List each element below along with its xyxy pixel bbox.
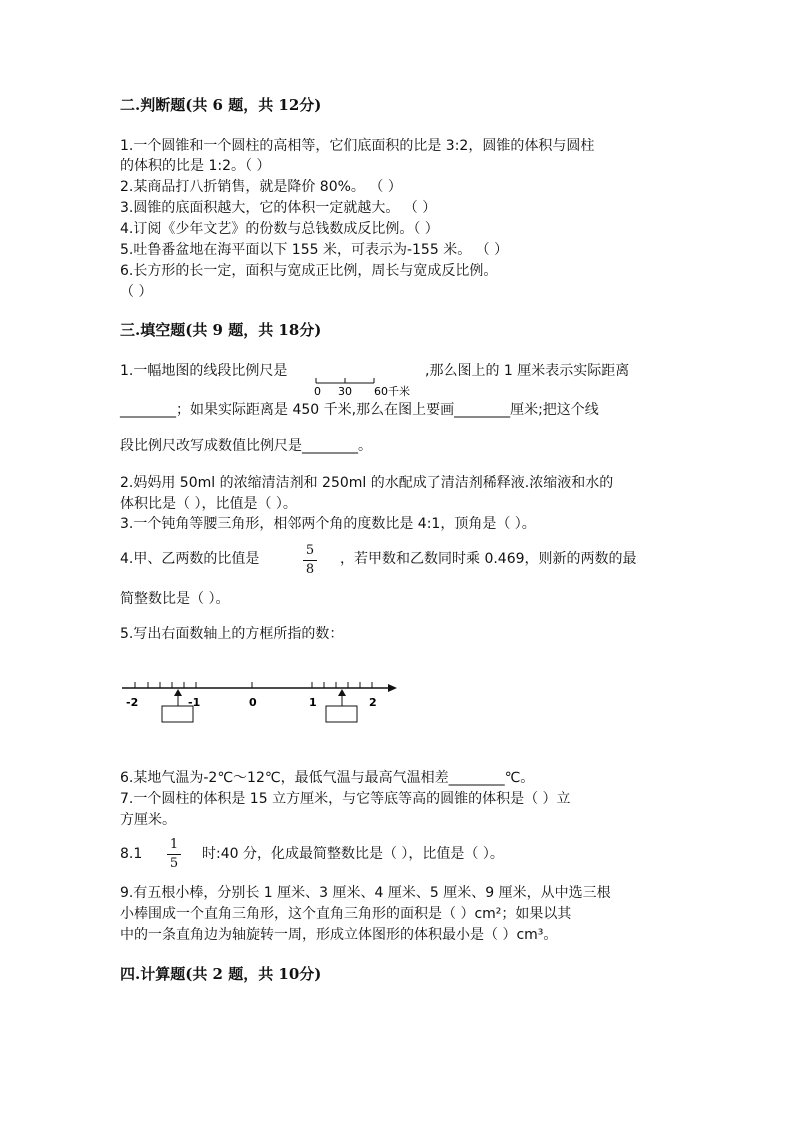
fill-q1-text-b: ,那么图上的 1 厘米表示实际距离: [425, 363, 630, 379]
fill-q1-text-a: 1.一幅地图的线段比例尺是: [120, 363, 288, 379]
scale-label-30: 30: [338, 385, 352, 398]
fraction-numerator: 1: [169, 837, 179, 852]
fill-q6: 6.某地气温为-2℃～12℃，最低气温与最高气温相差________℃。: [120, 770, 535, 786]
judgment-line-1: 1.一个圆锥和一个圆柱的高相等，它们底面积的比是 3:2，圆锥的体积与圆柱: [120, 138, 595, 154]
judgment-line-8: （ ）: [120, 284, 153, 300]
judgment-line-4: 3.圆锥的底面积越大，它的体积一定就越大。 （ ）: [120, 200, 437, 216]
fill-q4-text-b: ，若甲数和乙数同时乘 0.469，则新的两数的最: [340, 551, 637, 567]
judgment-line-7: 6.长方形的长一定，面积与宽成正比例，周长与宽成反比例。: [120, 263, 498, 279]
fill-q9-line-2: 小棒围成一个直角三角形，这个直角三角形的面积是（ ）cm²；如果以其: [120, 906, 572, 922]
fraction-one-fifth: [166, 838, 182, 871]
axis-label-2: 2: [369, 696, 377, 709]
judgment-line-2: 的体积的比是 1:2。（ ）: [120, 158, 271, 174]
judgment-line-3: 2.某商品打八折销售，就是降价 80%。 （ ）: [120, 179, 402, 195]
fill-q9-line-1: 9.有五根小棒，分别长 1 厘米、3 厘米、4 厘米、5 厘米、9 厘米，从中选三根: [120, 885, 611, 901]
fraction-numerator: 5: [305, 543, 315, 558]
fill-q9-line-3: 中的一条直角边为轴旋转一周，形成立体图形的体积最小是（ ）cm³。: [120, 927, 558, 943]
axis-label-0: 0: [249, 696, 257, 709]
axis-label-1: 1: [309, 696, 317, 709]
fill-q8-text-b: 时:40 分，化成最简整数比是（ ），比值是（ ）。: [202, 846, 504, 862]
fill-q3: 3.一个钝角等腰三角形，相邻两个角的度数比是 4:1，顶角是（ ）。: [120, 516, 536, 532]
fill-q8-text-a: 8.1: [120, 846, 143, 862]
line-segment-scale: [312, 376, 422, 398]
fraction-denominator: 5: [169, 856, 179, 871]
axis-label-neg1: -1: [188, 696, 201, 709]
axis-label-neg2: -2: [126, 696, 139, 709]
fill-q1-line-2: ________；如果实际距离是 450 千米,那么在图上要画________厘米;把这个线: [120, 402, 599, 418]
section-heading-judgment: 二.判断题(共 6 题，共 12分): [120, 96, 322, 114]
section-heading-calc: 四.计算题(共 2 题，共 10分): [120, 965, 322, 983]
judgment-line-5: 4.订阅《少年文艺》的份数与总钱数成反比例。（ ）: [120, 221, 439, 237]
fill-q2-line-1: 2.妈妈用 50ml 的浓缩清洁剂和 250ml 的水配成了清洁剂稀释液.浓缩液和水的: [120, 475, 614, 491]
number-line-figure: [118, 676, 403, 728]
scale-label-0: 0: [314, 385, 321, 398]
judgment-line-6: 5.吐鲁番盆地在海平面以下 155 米，可表示为-155 米。 （ ）: [120, 242, 509, 258]
fill-q4-line-2: 简整数比是（ ）。: [120, 591, 230, 607]
fill-q2-line-2: 体积比是（ ），比值是（ ）。: [120, 496, 297, 512]
section-heading-fill: 三.填空题(共 9 题，共 18分): [120, 321, 322, 339]
fill-q7-line-2: 方厘米。: [120, 812, 176, 828]
fill-q1-line-3: 段比例尺改写成数值比例尺是________。: [120, 438, 372, 454]
fill-q7-line-1: 7.一个圆柱的体积是 15 立方厘米，与它等底等高的圆锥的体积是（ ）立: [120, 791, 571, 807]
fill-q4-text-a: 4.甲、乙两数的比值是: [120, 551, 260, 567]
fraction-five-eighths: [302, 544, 318, 577]
answer-box-right: [326, 706, 357, 722]
fraction-denominator: 8: [305, 562, 315, 577]
scale-label-60: 60千米: [374, 385, 410, 398]
fill-q5-text: 5.写出右面数轴上的方框所指的数：: [120, 626, 344, 642]
